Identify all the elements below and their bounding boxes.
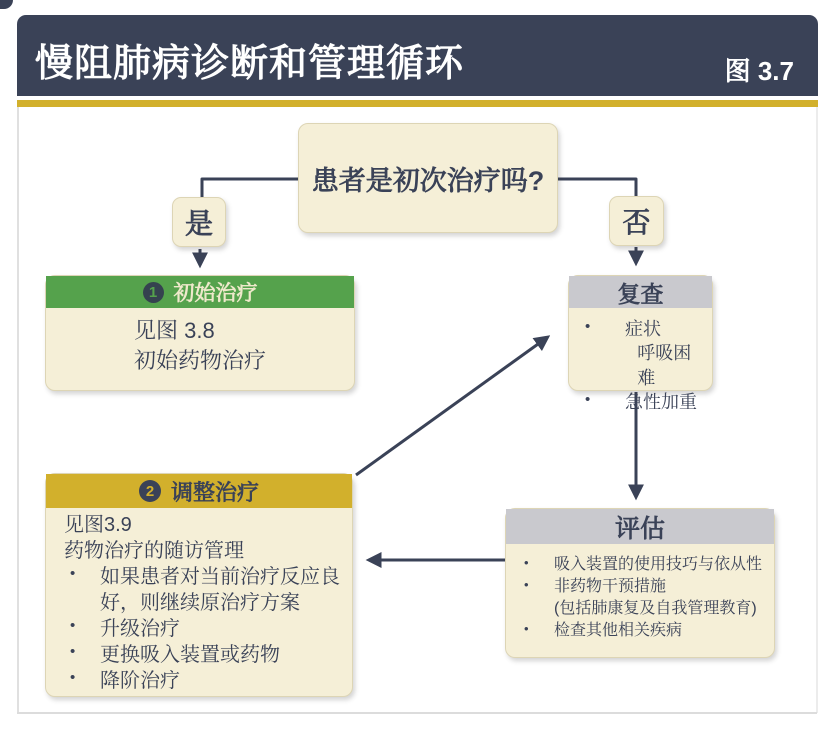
bullet-dot: • bbox=[70, 643, 76, 660]
assess-body bbox=[506, 544, 774, 642]
question-text: 患者是初次治疗吗? bbox=[311, 165, 545, 196]
bullet-dot bbox=[569, 341, 624, 390]
review-header: 复查 bbox=[569, 276, 712, 308]
adjust-treatment-header bbox=[46, 474, 352, 508]
initial-ref-line: 见图 3.8 bbox=[134, 318, 215, 343]
connector-question-to-yes bbox=[202, 179, 298, 198]
list-item: • 升级治疗 bbox=[64, 616, 344, 642]
bullet-dot: • bbox=[70, 617, 76, 634]
adjust-treatment-body bbox=[46, 508, 352, 694]
list-item: (包括肺康复及自我管理教育) bbox=[522, 598, 770, 620]
step-2-badge: 2 bbox=[139, 480, 161, 502]
content-frame-bottom bbox=[17, 712, 817, 714]
list-item: • 症状 bbox=[569, 317, 708, 341]
screen-edge-artifact bbox=[0, 0, 13, 9]
adjust-desc-line: 药物治疗的随访管理 bbox=[64, 540, 244, 562]
header-accent-rule bbox=[17, 100, 818, 107]
bullet-dot: • bbox=[70, 669, 76, 686]
figure-titlebar bbox=[17, 15, 818, 96]
initial-desc-line: 初始药物治疗 bbox=[134, 347, 267, 373]
adjust-treatment-title: 调整治疗 bbox=[170, 479, 259, 505]
figure-number-label: 图 3.7 bbox=[724, 56, 794, 86]
initial-treatment-title: 初始治疗 bbox=[173, 282, 258, 305]
bullet-dot: • bbox=[585, 390, 591, 408]
yes-label: 是 bbox=[184, 208, 213, 239]
list-item: • 检查其他相关疾病 bbox=[522, 620, 770, 642]
content-frame-left bbox=[17, 107, 19, 713]
yes-node bbox=[172, 197, 226, 247]
arrow-adjust-to-review bbox=[356, 339, 545, 475]
page-title: 慢阻肺病诊断和管理循环 bbox=[35, 42, 465, 85]
review-node bbox=[568, 275, 713, 412]
question-node bbox=[298, 123, 558, 233]
bullet-dot: • bbox=[524, 577, 529, 593]
review-body bbox=[569, 308, 712, 414]
no-node bbox=[609, 196, 664, 246]
content-frame-right bbox=[816, 107, 818, 713]
list-item: • 如果患者对当前治疗反应良好，则继续原治疗方案 bbox=[64, 564, 344, 616]
initial-treatment-body bbox=[46, 308, 354, 375]
step-1-badge: 1 bbox=[143, 282, 164, 303]
adjust-treatment-node bbox=[45, 473, 353, 697]
no-label: 否 bbox=[622, 207, 651, 238]
bullet-dot: • bbox=[524, 555, 529, 570]
assess-node bbox=[505, 508, 775, 658]
bullet-dot: • bbox=[70, 565, 76, 582]
bullet-dot: • bbox=[524, 621, 529, 637]
adjust-ref-line: 见图3.9 bbox=[64, 514, 132, 536]
initial-treatment-node bbox=[45, 275, 355, 391]
list-item: • 更换吸入装置或药物 bbox=[64, 642, 344, 668]
list-item: 呼吸困难 bbox=[569, 341, 708, 390]
assess-header: 评估 bbox=[506, 509, 774, 544]
list-item: • 急性加重 bbox=[569, 390, 708, 414]
list-item: • 吸入装置的使用技巧与依从性 bbox=[522, 554, 770, 576]
initial-treatment-header bbox=[46, 276, 354, 308]
bullet-dot: • bbox=[585, 318, 591, 335]
list-item: • 降阶治疗 bbox=[64, 668, 344, 694]
list-item: • 非药物干预措施 bbox=[522, 576, 770, 598]
bullet-dot bbox=[522, 598, 554, 620]
